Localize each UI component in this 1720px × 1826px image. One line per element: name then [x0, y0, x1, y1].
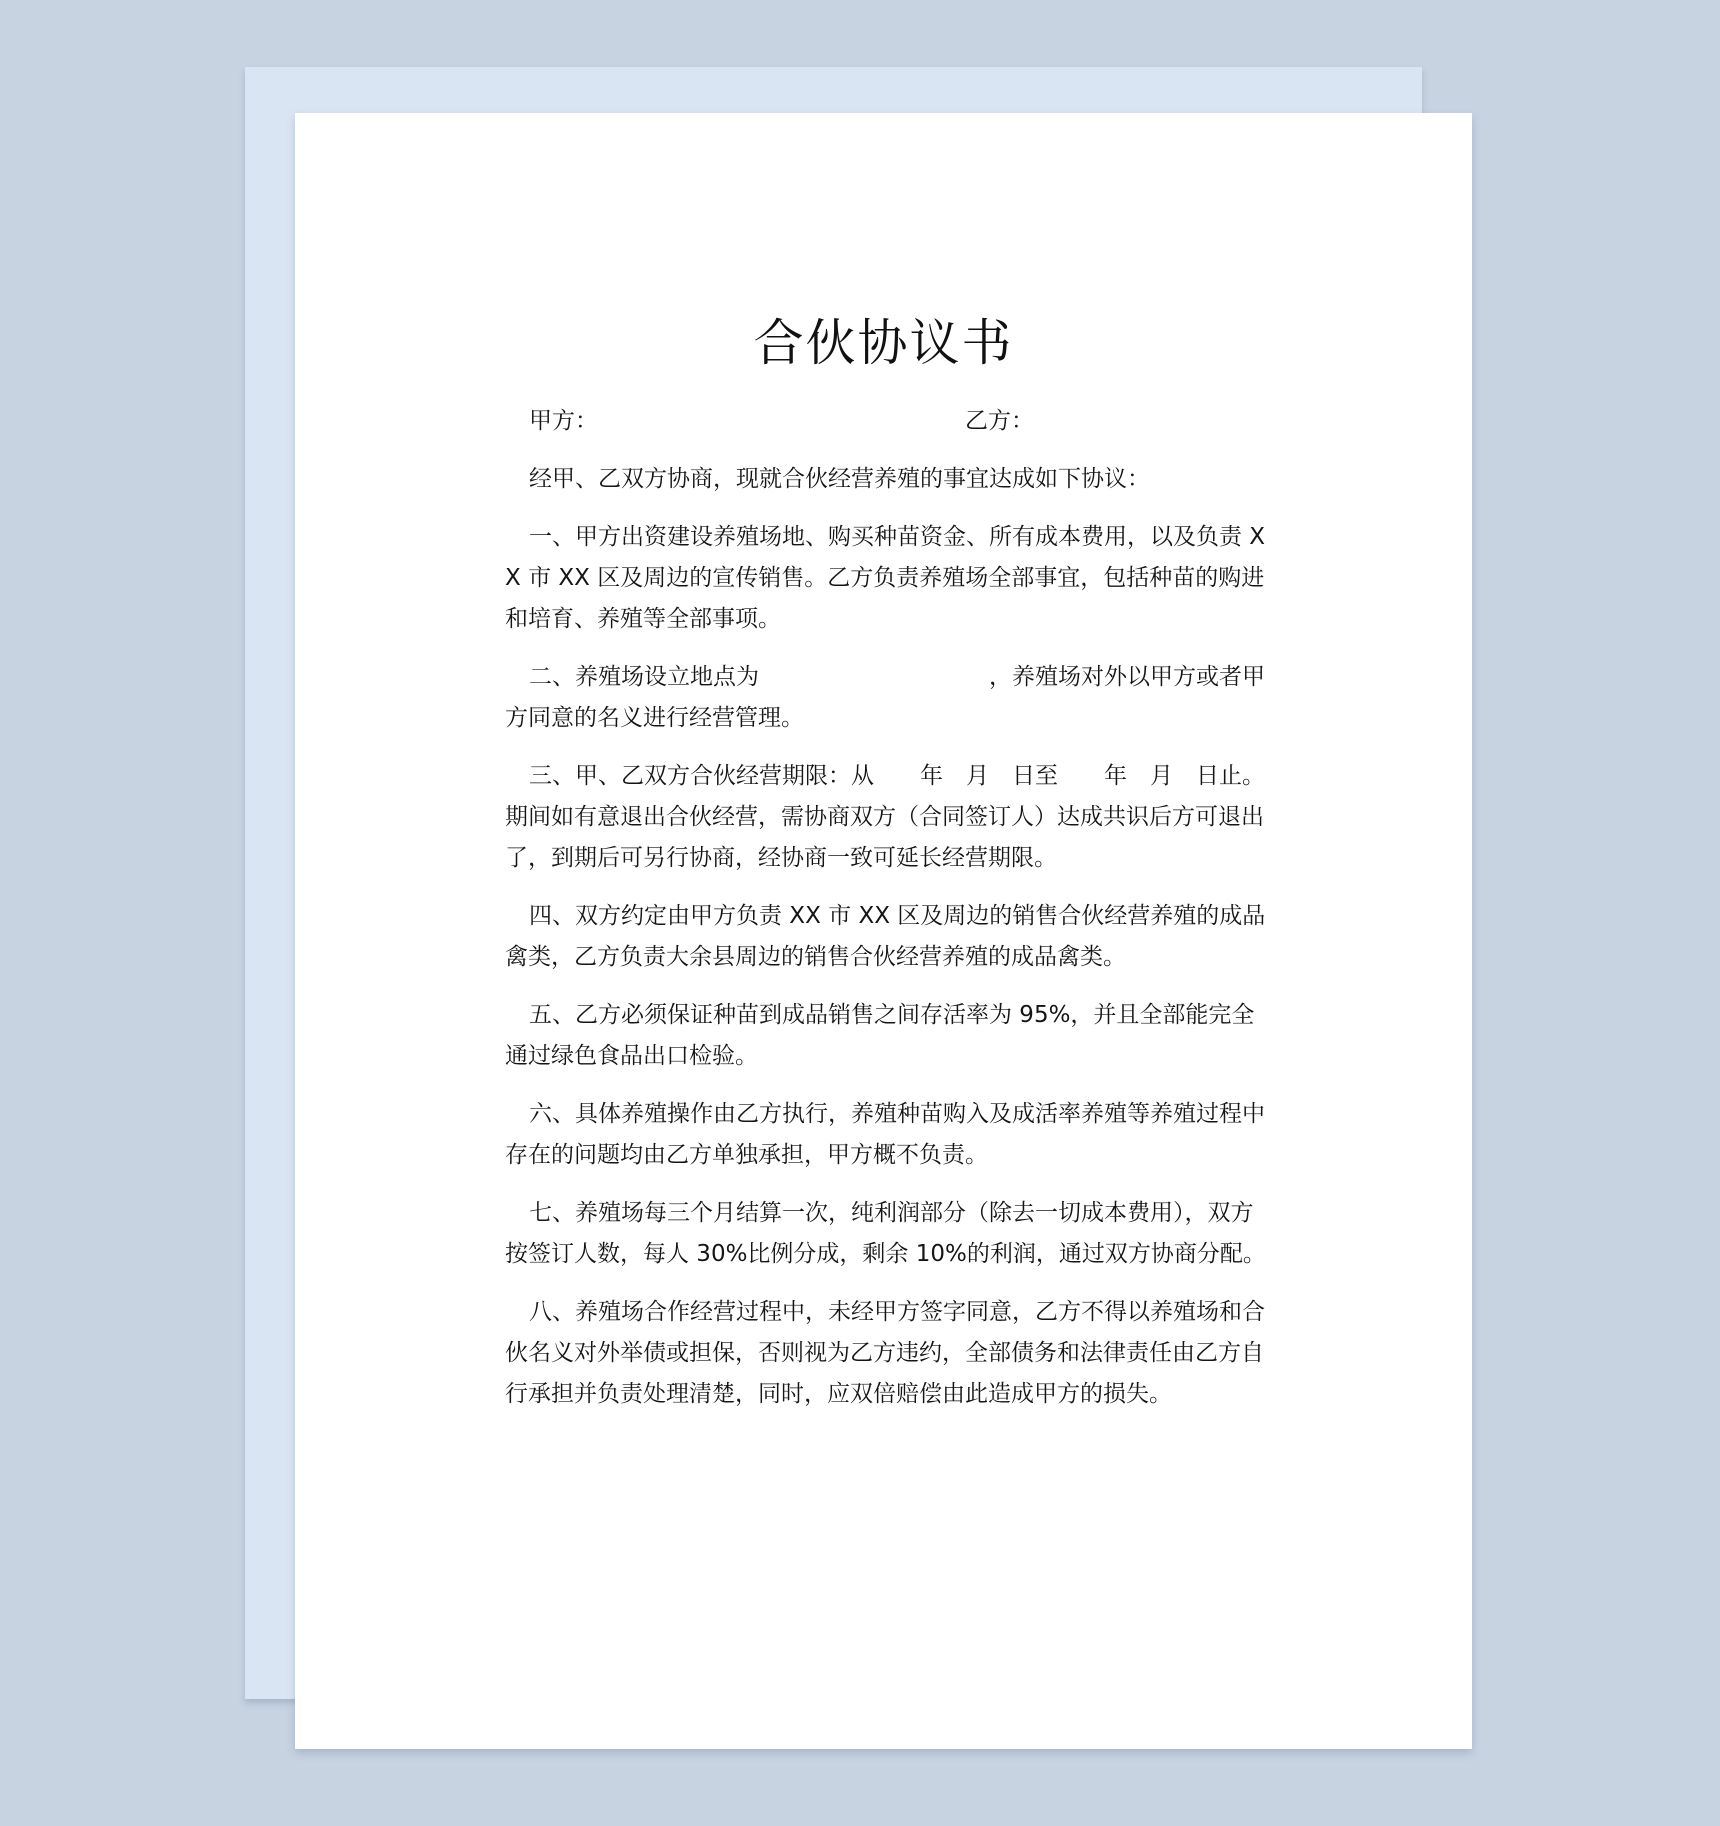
clause-2: 二、养殖场设立地点为 ，养殖场对外以甲方或者甲方同意的名义进行经营管理。: [505, 664, 1265, 731]
clause-4: 四、双方约定由甲方负责 XX 市 XX 区及周边的销售合伙经营养殖的成品禽类，乙方负责大余县周边的销售合伙经营养殖的成品禽类。: [505, 903, 1266, 970]
document-body: [505, 401, 1275, 1432]
party-b-label: 乙方：: [965, 408, 1034, 434]
clause-8: 八、养殖场合作经营过程中，未经甲方签字同意，乙方不得以养殖场和合伙名义对外举债或担保，否则视为乙方违约，全部债务和法律责任由乙方自行承担并负责处理清楚，同时，应双倍赔偿由此造成甲方的损失。: [505, 1299, 1265, 1407]
intro-paragraph: 经甲、乙双方协商，现就合伙经营养殖的事宜达成如下协议：: [529, 466, 1150, 492]
parties-line: [505, 401, 1275, 442]
party-a-label: 甲方：: [529, 408, 598, 434]
clause-3: 三、甲、乙双方合伙经营期限：从 年 月 日至 年 月 日止。期间如有意退出合伙经营，需协商双方（合同签订人）达成共识后方可退出了，到期后可另行协商，经协商一致可延长经营期限。: [505, 763, 1265, 871]
document-title: 合伙协议书: [753, 314, 1014, 372]
clause-1: 一、甲方出资建设养殖场地、购买种苗资金、所有成本费用，以及负责 XX 市 XX 区及周边的宣传销售。乙方负责养殖场全部事宜，包括种苗的购进和培育、养殖等全部事项。: [505, 524, 1266, 632]
clause-7: 七、养殖场每三个月结算一次，纯利润部分（除去一切成本费用），双方按签订人数，每人 30%比例分成，剩余 10%的利润，通过双方协商分配。: [505, 1200, 1266, 1267]
document-page: [295, 113, 1472, 1749]
clause-6: 六、具体养殖操作由乙方执行，养殖种苗购入及成活率养殖等养殖过程中存在的问题均由乙方单独承担，甲方概不负责。: [505, 1101, 1265, 1168]
clause-5: 五、乙方必须保证种苗到成品销售之间存活率为 95%，并且全部能完全通过绿色食品出口检验。: [505, 1002, 1255, 1069]
